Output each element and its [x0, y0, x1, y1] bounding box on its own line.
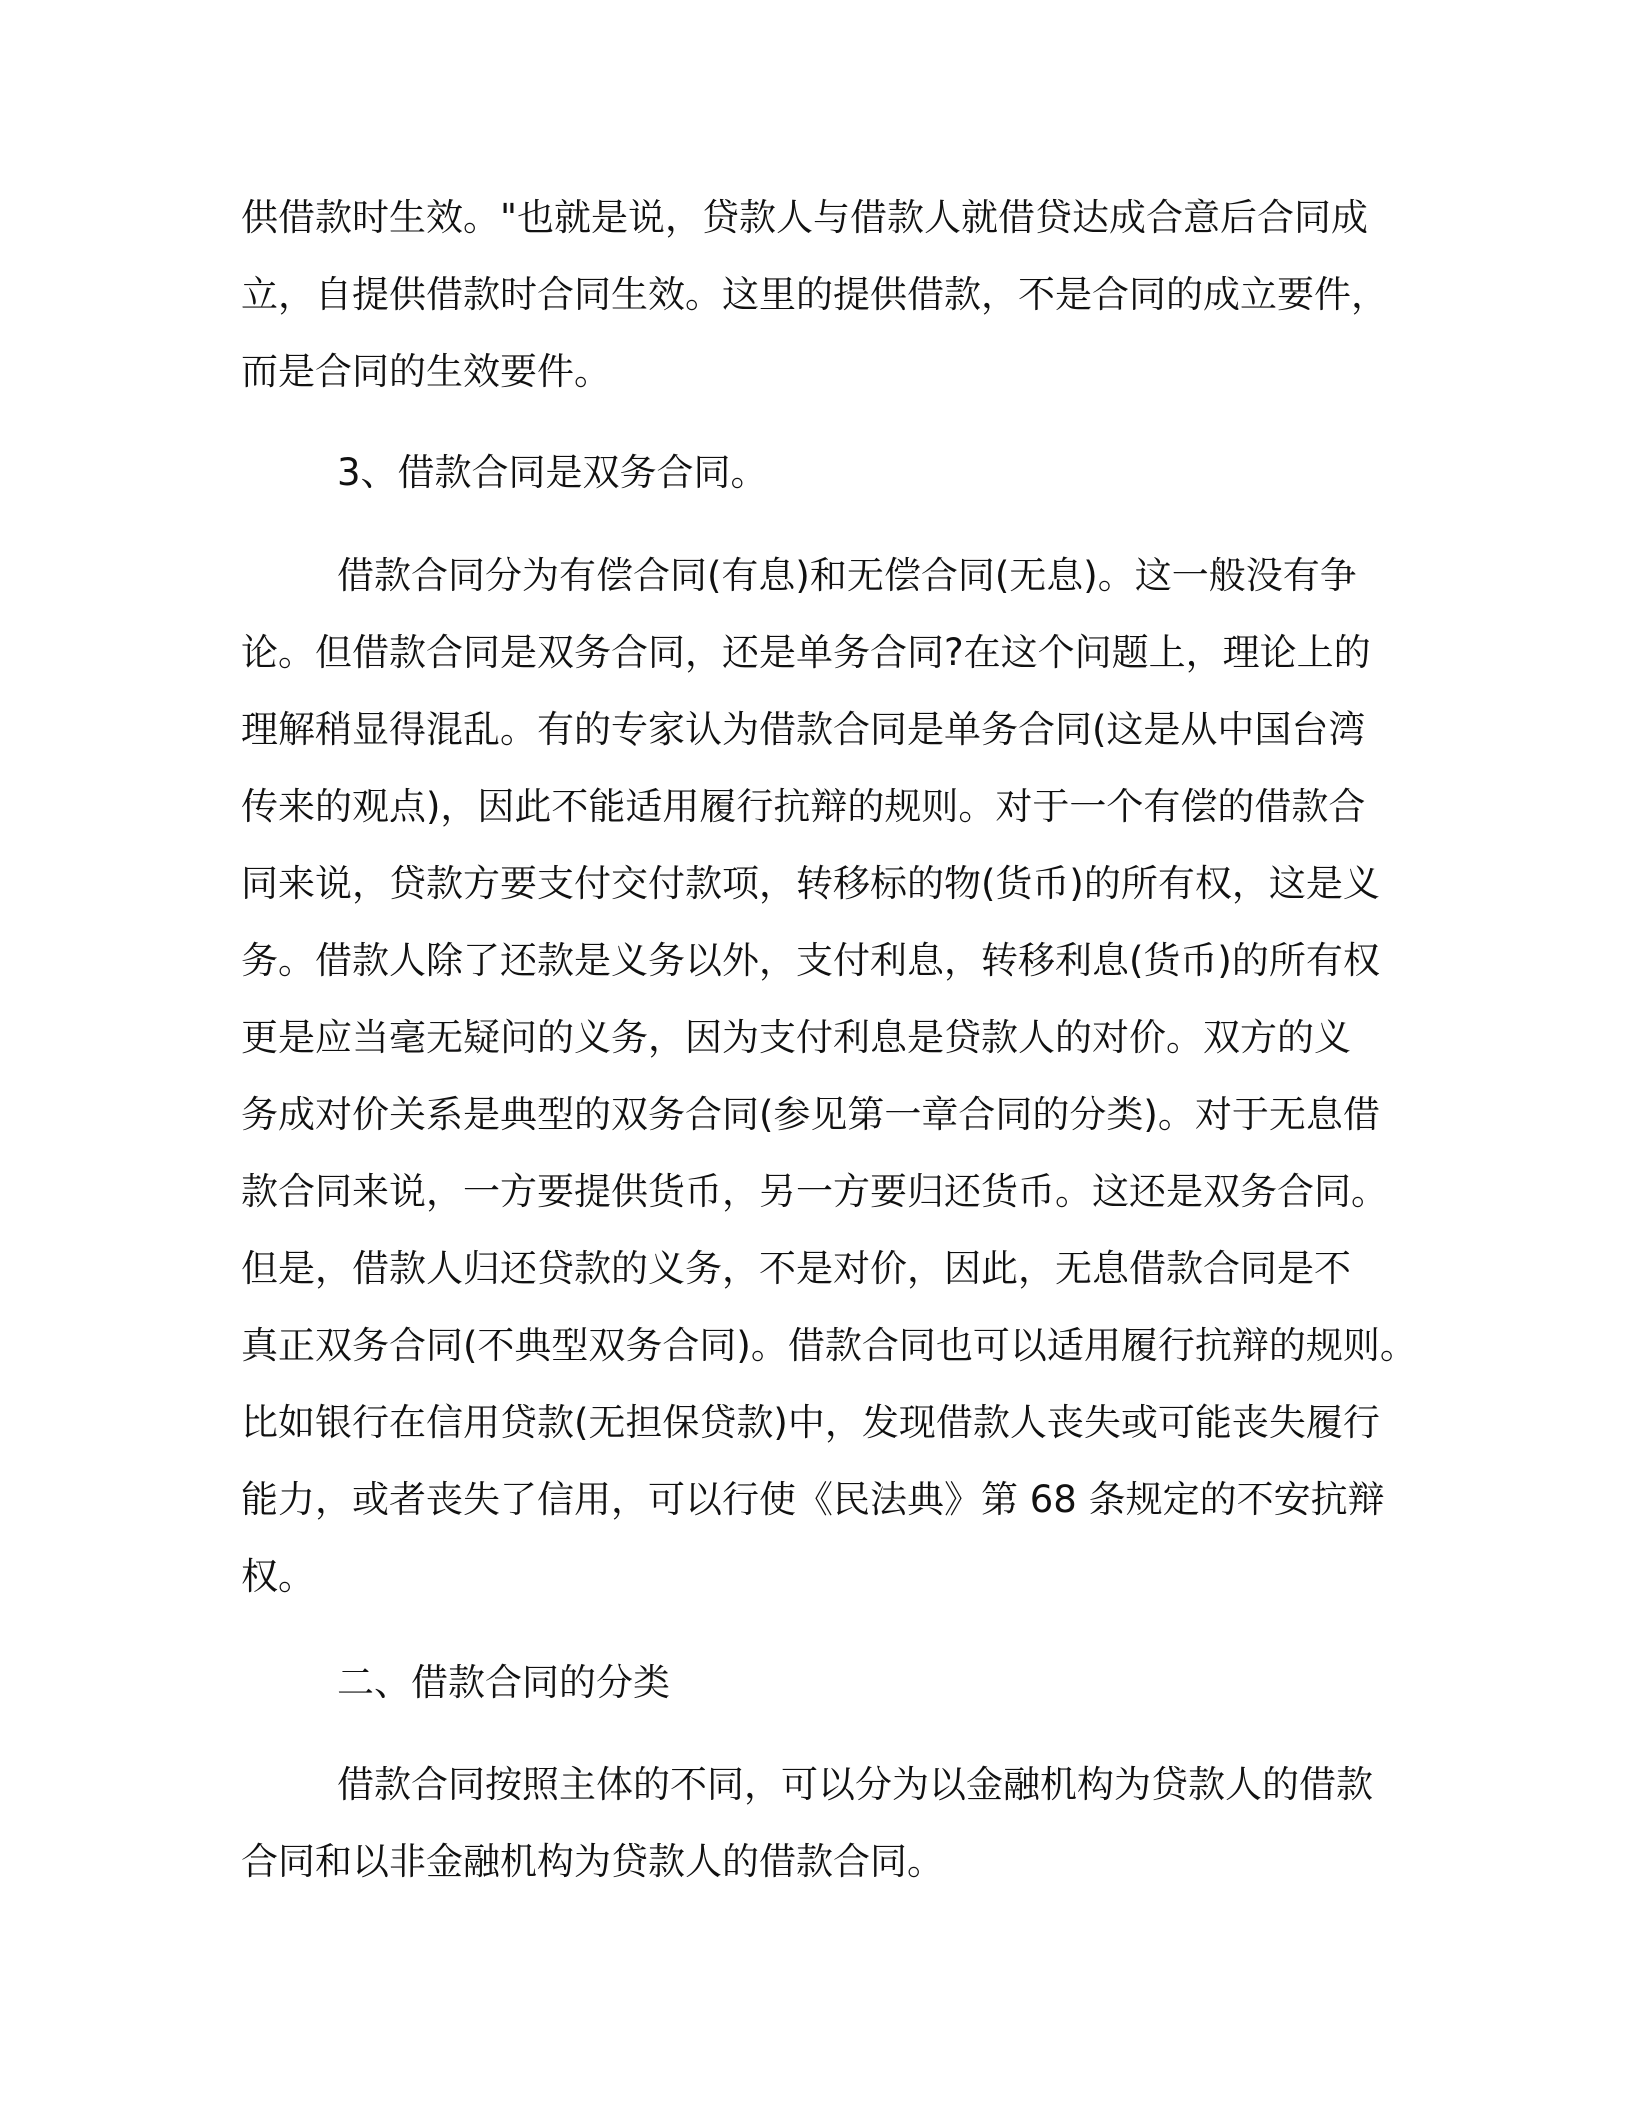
text-line-3: 而是合同的生效要件。: [241, 350, 611, 393]
text-line-1: 供借款时生效。"也就是说，贷款人与借款人就借贷达成合意后合同成: [241, 196, 1369, 239]
text-line-20: 借款合同按照主体的不同，可以分为以金融机构为贷款人的借款: [337, 1763, 1373, 1806]
text-line-17: 能力，或者丧失了信用，可以行使《民法典》第 68 条规定的不安抗辩: [241, 1478, 1385, 1521]
text-line-10: 务。借款人除了还款是义务以外，支付利息，转移利息(货币)的所有权: [241, 939, 1380, 982]
text-line-6: 论。但借款合同是双务合同，还是单务合同?在这个问题上，理论上的: [241, 631, 1371, 674]
text-line-2: 立，自提供借款时合同生效。这里的提供借款，不是合同的成立要件，: [241, 273, 1388, 316]
text-line-16: 比如银行在信用贷款(无担保贷款)中，发现借款人丧失或可能丧失履行: [241, 1401, 1380, 1444]
text-line-18: 权。: [241, 1555, 315, 1598]
text-line-8: 传来的观点)，因此不能适用履行抗辩的规则。对于一个有偿的借款合: [241, 785, 1366, 828]
text-line-14: 但是，借款人归还贷款的义务，不是对价，因此，无息借款合同是不: [241, 1247, 1351, 1290]
text-line-5: 借款合同分为有偿合同(有息)和无偿合同(无息)。这一般没有争: [337, 554, 1357, 597]
text-line-11: 更是应当毫无疑问的义务，因为支付利息是贷款人的对价。双方的义: [241, 1016, 1351, 1059]
text-line-15: 真正双务合同(不典型双务合同)。借款合同也可以适用履行抗辩的规则。: [241, 1324, 1417, 1367]
text-line-7: 理解稍显得混乱。有的专家认为借款合同是单务合同(这是从中国台湾: [241, 708, 1366, 751]
text-line-21: 合同和以非金融机构为贷款人的借款合同。: [241, 1840, 944, 1883]
section-heading-2: 二、借款合同的分类: [337, 1661, 670, 1704]
text-line-12: 务成对价关系是典型的双务合同(参见第一章合同的分类)。对于无息借: [241, 1093, 1380, 1136]
text-line-13: 款合同来说，一方要提供货币，另一方要归还货币。这还是双务合同。: [241, 1170, 1388, 1213]
section-heading-3: 3、借款合同是双务合同。: [337, 451, 768, 494]
text-line-9: 同来说，贷款方要支付交付款项，转移标的物(货币)的所有权，这是义: [241, 862, 1380, 905]
